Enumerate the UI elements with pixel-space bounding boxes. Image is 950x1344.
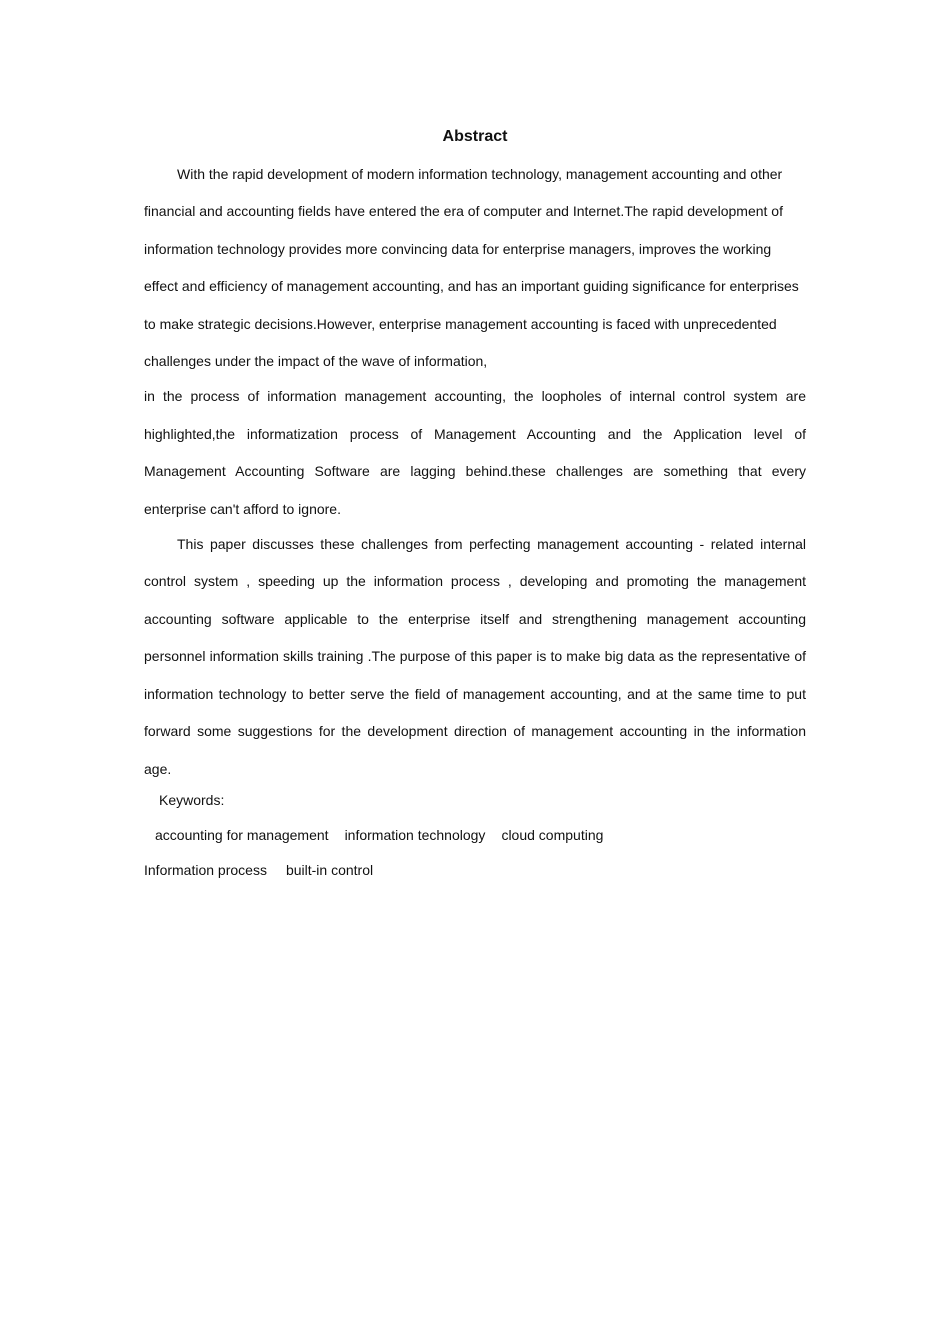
abstract-title: Abstract (442, 128, 508, 145)
abstract-paragraph-1: With the rapid development of modern information technology, management accounting and other financial and accounting fields have entered the era of computer and Internet.The rapid development of information technology provides more convincing data for enterprise managers, improves the working effect and efficiency of management accounting, and has an important guiding significance for enterprises to make strategic decisions.However, enterprise management accounting is faced with unprecedented challenges under the impact of the wave of information, (144, 166, 799, 370)
keyword: Information process (144, 861, 267, 878)
document-page (144, 124, 806, 881)
keyword: accounting for management (155, 826, 329, 843)
abstract-paragraph-3: This paper discusses these challenges from perfecting management accounting - related internal control system , speeding up the information process , developing and promoting the management accounting software applicable to the enterprise itself and strengthening management accounting personnel information skills training .The purpose of this paper is to make big data as the representative of information technology to better serve the field of management accounting, and at the same time to put forward some suggestions for the development direction of management accounting in the information age. (144, 536, 806, 777)
keywords-line-2 (144, 859, 806, 881)
abstract-paragraph-2: in the process of information management accounting, the loopholes of internal control system are highlighted,the informatization process of Management Accounting and the Application level of Management Accounting Software are lagging behind.these challenges are something that every enterprise can't afford to ignore. (144, 388, 806, 517)
keyword: information technology (344, 826, 486, 843)
keyword: built-in control (285, 861, 374, 878)
keywords-label: Keywords: (159, 791, 225, 808)
keyword: cloud computing (501, 826, 604, 843)
keywords-line-1 (144, 824, 806, 846)
